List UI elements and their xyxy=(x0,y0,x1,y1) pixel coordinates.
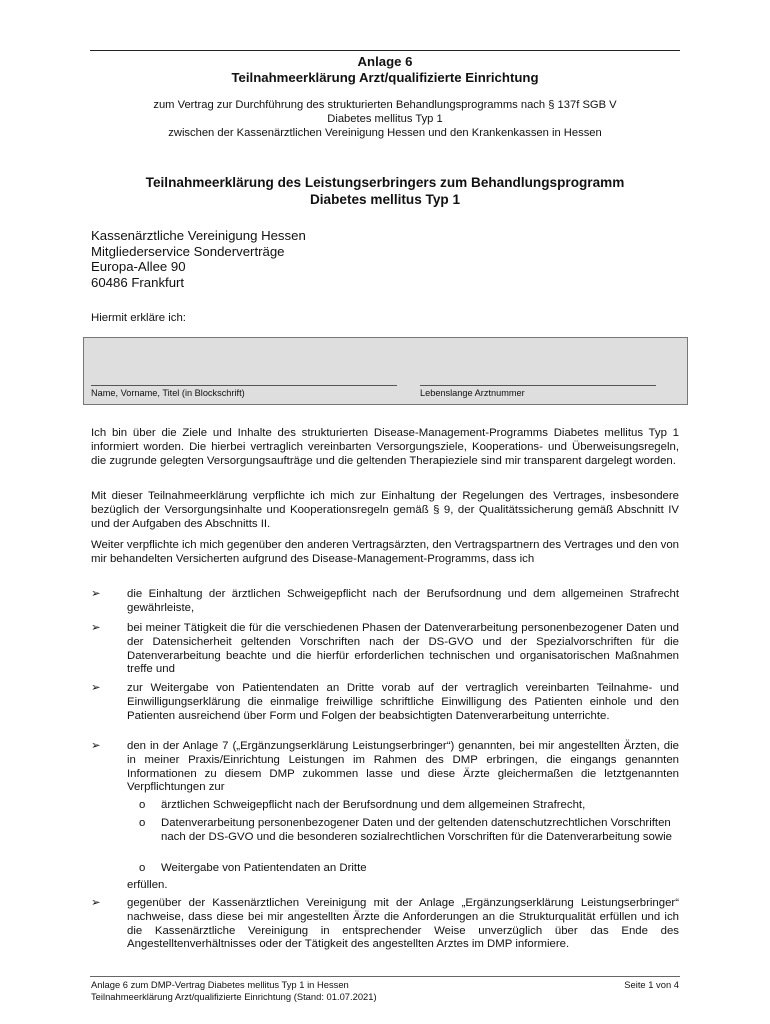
parties-line: zwischen der Kassenärztlichen Vereinigung Hessen und den Krankenkassen in Hessen xyxy=(168,127,602,139)
list-item-text: bei meiner Tätigkeit die für die verschiedenen Phasen der Datenverarbeitung personenbezogener Daten und der Datensicherheit geltenden Vorschriften nach der DS-GVO und der Spezialvorschriften für die Datenverarbeitung beachte und die hierfür erforderlichen technischen und organisatorischen Maßnahmen treffe und xyxy=(127,622,679,676)
footer-line: Anlage 6 zum DMP-Vertrag Diabetes mellitus Typ 1 in Hessen xyxy=(91,979,349,990)
sub-list-item-text: Weitergabe von Patientendaten an Dritte xyxy=(161,862,367,874)
circle-bullet-icon: o xyxy=(139,799,146,811)
fulfil-text: erfüllen. xyxy=(127,879,168,891)
footer-left xyxy=(91,979,377,1003)
main-title-line2: Diabetes mellitus Typ 1 xyxy=(309,192,461,207)
main-title-line1: Teilnahmeerklärung des Leistungserbringers zum Behandlungsprogramm xyxy=(145,175,625,190)
arrow-bullet-icon: ➢ xyxy=(91,622,101,634)
circle-bullet-icon: o xyxy=(139,862,146,874)
annex-label: Anlage 6 xyxy=(357,54,413,69)
arrow-bullet-icon: ➢ xyxy=(91,897,101,909)
program-line: Diabetes mellitus Typ 1 xyxy=(327,113,443,125)
lanr-field-line[interactable] xyxy=(420,385,656,386)
page-number: Seite 1 von 4 xyxy=(624,979,679,990)
address-block xyxy=(91,228,306,290)
name-field-line[interactable] xyxy=(91,385,397,386)
contract-line: zum Vertrag zur Durchführung des strukturierten Behandlungsprogramms nach § 137f SGB V xyxy=(153,99,617,111)
list-item-text: den in der Anlage 7 („Ergänzungserklärung Leistungserbringer“) genannten, bei mir angestellten Ärzten, die in meiner Praxis/Einrichtung Leistungen im Rahmen des DMP erbringen, die eingangs genannten Informationen zu diesem DMP zukommen lasse und diese Ärzte gleichermaßen die letztgenannten Verpflichtungen zur xyxy=(127,740,679,794)
paragraph-commitment: Weiter verpflichte ich mich gegenüber den anderen Vertragsärzten, den Vertragspartnern des Vertrages und den von mir behandelten Versicherten aufgrund des Disease-Management-Programms, dass ich xyxy=(91,539,679,565)
arrow-bullet-icon: ➢ xyxy=(91,588,101,600)
arrow-bullet-icon: ➢ xyxy=(91,740,101,752)
list-item-text: gegenüber der Kassenärztlichen Vereinigung mit der Anlage „Ergänzungserklärung Leistungserbringer“ nachweise, dass diese bei mir angestellten Ärzte die Anforderungen an die Strukturqualität erfüllen und ich die Kassenärztliche Vereinigung in entsprechender Weise unverzüglich über das Ende des Angestelltenverhältnisses oder der Tätigkeit des angestellten Arztes im DMP informiere. xyxy=(127,897,679,951)
header-rule xyxy=(90,50,680,51)
footer-line: Teilnahmeerklärung Arzt/qualifizierte Einrichtung (Stand: 01.07.2021) xyxy=(91,991,377,1002)
document-title: Teilnahmeerklärung Arzt/qualifizierte Einrichtung xyxy=(231,70,539,85)
sub-list-item-text: Datenverarbeitung personenbezogener Daten und der geltenden datenschutzrechtlichen Vorschriften nach der DS-GVO und die besonderen sozialrechtlichen Vorschriften für die Datenverarbeitung sowie xyxy=(161,817,672,843)
intro-text: Hiermit erkläre ich: xyxy=(91,312,186,324)
address-line: Mitgliederservice Sonderverträge xyxy=(91,243,285,259)
list-item-text: zur Weitergabe von Patientendaten an Dritte vorab auf der vertraglich vereinbarten Teilnahme- und Einwilligungserklärung die einmalige freiwillige schriftliche Einwilligung des Patienten einhole und den Patienten ausreichend über Form und Folgen der beabsichtigten Datenverarbeitung unterrichte. xyxy=(127,682,679,722)
footer-rule xyxy=(90,976,680,977)
sub-list-item-text: ärztlichen Schweigepflicht nach der Berufsordnung und dem allgemeinen Strafrecht, xyxy=(161,799,586,811)
lanr-field-label: Lebenslange Arztnummer xyxy=(420,388,525,398)
address-line: Europa-Allee 90 xyxy=(91,259,186,275)
address-line: 60486 Frankfurt xyxy=(91,274,185,290)
list-item-text: die Einhaltung der ärztlichen Schweigepflicht nach der Berufsordnung und dem allgemeinen Strafrecht gewährleiste, xyxy=(127,588,679,614)
arrow-bullet-icon: ➢ xyxy=(91,682,101,694)
paragraph-info: Ich bin über die Ziele und Inhalte des strukturierten Disease-Management-Programms Diabetes mellitus Typ 1 informiert worden. Die hierbei vertraglich vereinbarten Versorgungsziele, Kooperations- und Überweisungsregeln, die zugrunde gelegten Versorgungsaufträge und die geltenden Therapieziele sind mir transparent dargelegt worden. xyxy=(91,427,679,467)
circle-bullet-icon: o xyxy=(139,817,146,829)
paragraph-obligation: Mit dieser Teilnahmeerklärung verpflichte ich mich zur Einhaltung der Regelungen des Vertrages, insbesondere bezüglich der Versorgungsinhalte und Kooperationsregeln gemäß § 9, der Qualitätssicherung gemäß Abschnitt IV und der Aufgaben des Abschnitts II. xyxy=(91,490,679,530)
address-line: Kassenärztliche Vereinigung Hessen xyxy=(91,228,306,243)
name-field-label: Name, Vorname, Titel (in Blockschrift) xyxy=(91,388,245,398)
